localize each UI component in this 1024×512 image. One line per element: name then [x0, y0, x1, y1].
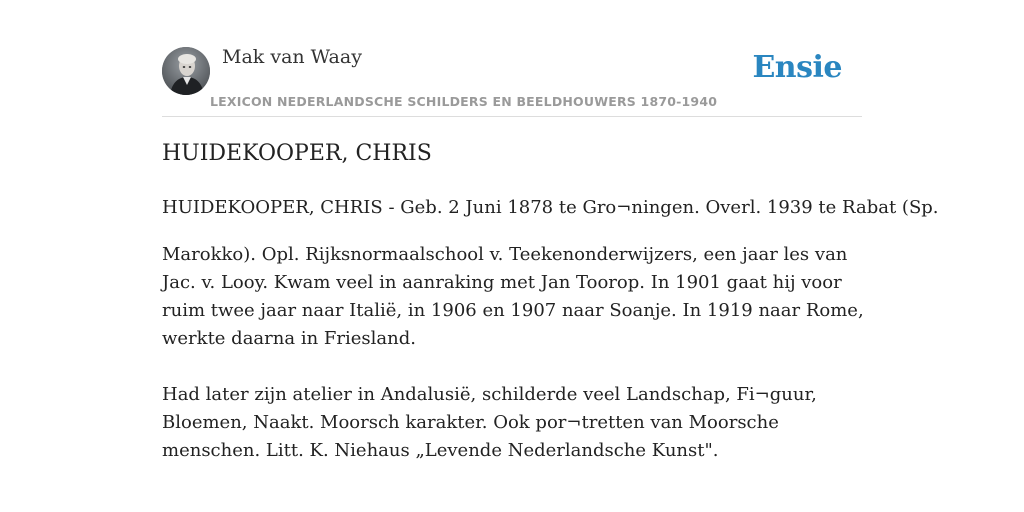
brand-logo[interactable]: Ensie [752, 50, 842, 85]
article-paragraph-2: Marokko). Opl. Rijksnormaalschool v. Teekenonderwijzers, een jaar les van Jac. v. Looy. Kwam veel in aanraking met Jan Toorop. In 1901 gaat hij voor ruim twee jaar naar Italië, in 1906 en 1907 naar Soanje. In 1919 naar Rome, werkte daarna in Friesland. [162, 244, 864, 349]
article-paragraph-3: Had later zijn atelier in Andalusië, schilderde veel Landschap, Fi¬guur, Bloemen, Naakt. Moorsch karakter. Ook por¬tretten van Moorsche menschen. Litt. K. Niehaus „Levende Nederlandsche Kunst". [162, 384, 817, 461]
author-name[interactable]: Mak van Waay [222, 46, 362, 68]
header [162, 44, 862, 117]
article-paragraph-1: HUIDEKOOPER, CHRIS - Geb. 2 Juni 1878 te Gro¬ningen. Overl. 1939 te Rabat (Sp. [162, 197, 939, 218]
portrait-photo-icon [162, 47, 210, 95]
source-lexicon[interactable]: LEXICON NEDERLANDSCHE SCHILDERS EN BEELDHOUWERS 1870-1940 [210, 94, 718, 109]
avatar[interactable] [162, 47, 210, 95]
article-body [162, 194, 939, 465]
page-title: HUIDEKOOPER, CHRIS [162, 141, 432, 166]
